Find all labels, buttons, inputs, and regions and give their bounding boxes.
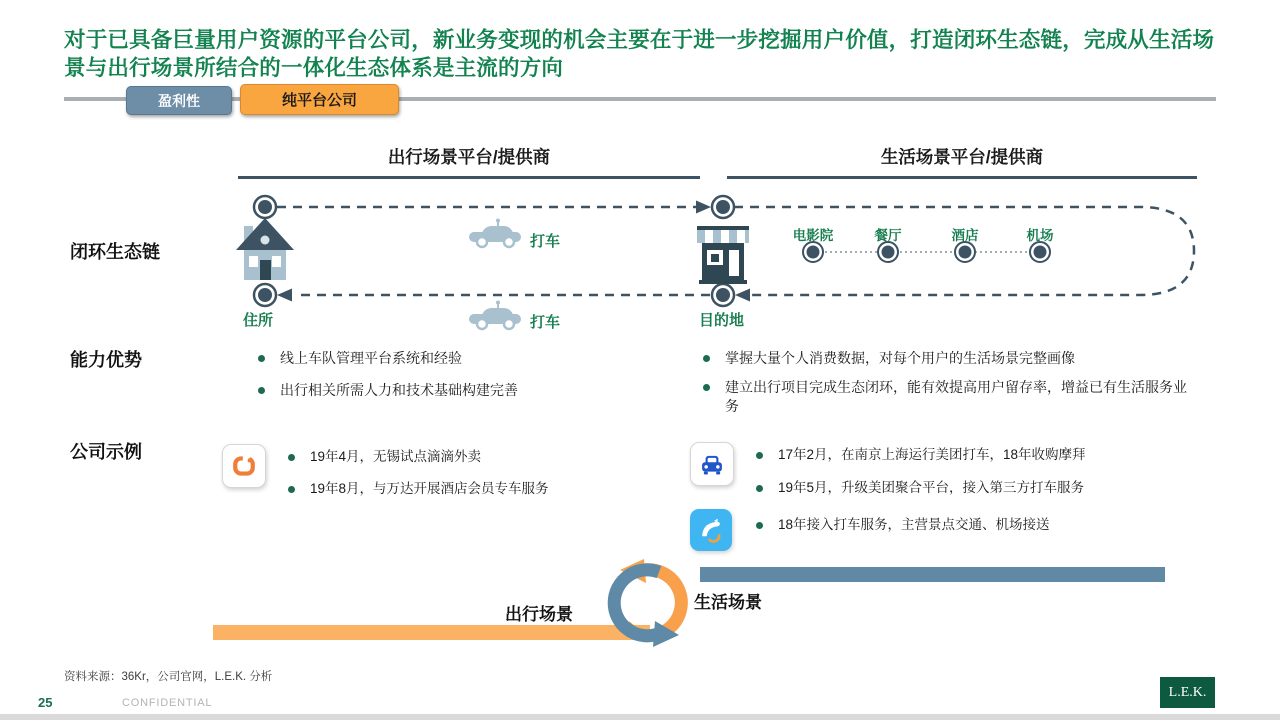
confidential-label: CONFIDENTIAL [122,697,213,709]
page-title: 对于已具备巨量用户资源的平台公司，新业务变现的机会主要在于进一步挖掘用户价值，打造闭环生态链，完成从生活场景与出行场景所结合的一体化生态体系是主流的方向 [64,28,1215,81]
list-item [756,516,1196,535]
arrowhead-loop-return [735,289,750,302]
capabilities-life-list [703,349,1188,417]
taxi-label-return: 打车 [530,314,561,331]
life-column-underline [727,176,1197,179]
list-item [258,349,688,369]
bullet-dot-icon [756,485,763,492]
row-label-examples: 公司示例 [70,442,142,462]
capability-text: 建立出行项目完成生态闭环，能有效提高用户留存率，增益已有生活服务业务 [725,378,1187,415]
bullet-dot-icon [288,486,295,493]
meituan-bullet-list [756,446,1196,498]
arrowhead-to-home [277,289,292,302]
life-flow-label: 生活场景 [694,593,762,612]
bullet-dot-icon [756,522,763,529]
destination-label: 目的地 [699,312,745,329]
capabilities-travel-list [258,349,688,400]
life-stop-airport: 机场 [1026,228,1054,243]
bullet-dot-icon [288,454,295,461]
tab-profitability [126,86,232,115]
ctrip-bullet-list [756,516,1196,535]
tab-pure-platform-label: 纯平台公司 [281,92,357,109]
list-item [703,349,1188,369]
list-item [703,378,1188,417]
example-text: 19年8月，与万达开展酒店会员专车服务 [310,480,549,496]
bullet-dot-icon [258,387,265,394]
list-item [258,381,688,401]
cycle-arrows-icon [598,555,708,660]
lek-logo-text: L.E.K. [1168,684,1207,700]
bottom-edge-strip [0,714,1280,720]
taxi-label-outbound: 打车 [530,233,561,250]
example-text: 18年接入打车服务，主营景点交通、机场接送 [778,517,1050,532]
travel-flow-label: 出行场景 [505,605,573,624]
tab-profitability-label: 盈利性 [158,92,200,109]
life-flow-bar [700,567,1165,582]
row-label-ecosystem: 闭环生态链 [70,242,160,262]
ctrip-travel-logo-icon [690,509,732,551]
bullet-dot-icon [703,384,710,391]
list-item [288,480,678,499]
travel-column-header: 出行场景平台/提供商 [387,147,551,167]
row-label-capability: 能力优势 [70,350,142,370]
meituan-taxi-logo-icon [690,442,734,486]
capability-text: 掌握大量个人消费数据，对每个用户的生活场景完整画像 [725,350,1075,366]
travel-flow-bar [213,625,650,640]
tab-pure-platform [240,84,399,115]
tab-rail-line [64,97,1216,101]
didi-logo-icon [222,444,266,488]
house-icon [236,218,294,280]
list-item [756,479,1196,498]
bullet-dot-icon [756,452,763,459]
arrowhead-to-destination [696,201,711,214]
home-label: 住所 [243,312,274,329]
life-stop-cinema: 电影院 [792,228,834,243]
taxi-car-icon [469,219,521,248]
taxi-car-icon [469,301,521,330]
storefront-icon [697,226,749,284]
route-nodes [254,196,734,306]
bullet-dot-icon [703,355,710,362]
life-stop-restaurant: 餐厅 [874,228,902,243]
life-column-header: 生活场景平台/提供商 [880,147,1044,167]
capability-text: 出行相关所需人力和技术基础构建完善 [280,381,518,398]
lek-logo [1160,677,1215,708]
page-number: 25 [38,695,53,710]
list-item [756,446,1196,465]
life-stop-hotel: 酒店 [951,228,979,243]
didi-bullet-list [288,448,678,499]
bullet-dot-icon [258,355,265,362]
capability-text: 线上车队管理平台系统和经验 [280,350,462,366]
source-note: 资料来源：36Kr，公司官网，L.E.K. 分析 [64,671,273,683]
example-text: 17年2月，在南京上海运行美团打车，18年收购摩拜 [778,447,1086,462]
list-item [288,448,678,467]
example-text: 19年5月，升级美团聚合平台，接入第三方打车服务 [778,479,1085,495]
travel-column-underline [238,176,700,179]
example-text: 19年4月，无锡试点滴滴外卖 [310,449,482,464]
